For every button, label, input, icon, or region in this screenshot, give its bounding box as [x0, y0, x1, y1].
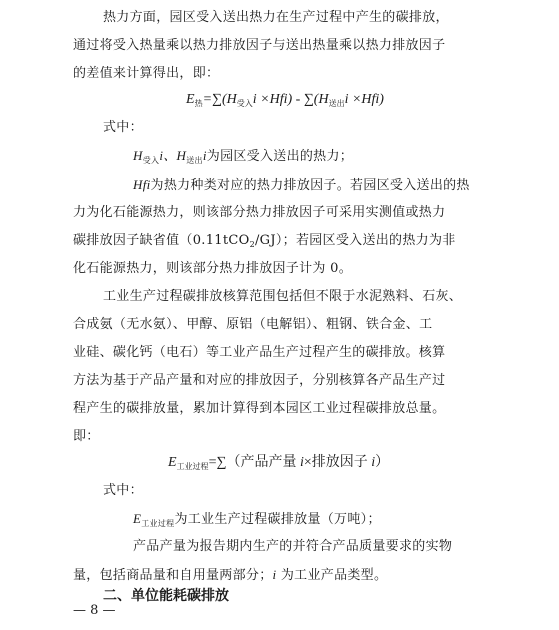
heat-factor-definition-line-3: 碳排放因子缺省值（0.11tCO$_2$/GJ）；若园区受入送出的热力为非: [73, 233, 456, 249]
heat-emission-formula: $E_热=\sum(H_{受入}i \times Hfi) - \sum(H_{送出}i \times Hfi)$: [186, 92, 384, 108]
industry-paragraph-line-5: 程产生的碳排放量，累加计算得到本园区工业过程碳排放总量。: [73, 401, 446, 416]
heat-symbol-definition: $H_{受入}i$、$H_{送出}i$为园区受入送出的热力；: [133, 148, 354, 165]
industry-paragraph-line-6: 即：: [73, 429, 100, 444]
industry-paragraph-line-4: 方法为基于产品产量和对应的排放因子，分别核算各产品生产过: [73, 373, 446, 388]
heat-paragraph-line-1: 热力方面，园区受入送出热力在生产过程中产生的碳排放，: [103, 10, 449, 25]
industry-paragraph-line-1: 工业生产过程碳排放核算范围包括但不限于水泥熟料、石灰、: [103, 289, 463, 304]
product-output-definition-line-1: 产品产量为报告期内生产的并符合产品质量要求的实物: [133, 539, 453, 554]
heat-factor-definition-line-4: 化石能源热力，则该部分热力排放因子计为 0。: [73, 261, 353, 276]
where-label-1: 式中：: [103, 120, 143, 135]
where-label-2: 式中：: [103, 483, 143, 498]
industry-emission-definition: $E_{工业过程}$为工业生产过程碳排放量（万吨）；: [133, 511, 381, 528]
heat-factor-definition-line-1: Hfi为热力种类对应的热力排放因子。若园区受入送出的热: [133, 177, 470, 193]
heat-paragraph-line-3: 的差值来计算得出，即：: [73, 66, 220, 81]
heat-factor-definition-line-2: 力为化石能源热力，则该部分热力排放因子可采用实测值或热力: [73, 205, 446, 220]
industry-paragraph-line-3: 业硅、碳化钙（电石）等工业产品生产过程产生的碳排放。核算: [73, 345, 446, 360]
section-heading: 二、单位能耗碳排放: [103, 588, 229, 604]
industry-paragraph-line-2: 合成氨（无水氨）、甲醇、原铝（电解铝）、粗钢、铁合金、工: [73, 317, 433, 332]
industry-emission-formula: $E_{工业过程}=\sum$（产品产量 i×排放因子 i）: [168, 455, 390, 471]
heat-paragraph-line-2: 通过将受入热量乘以热力排放因子与送出热量乘以热力排放因子: [73, 38, 446, 53]
page-number: — 8 —: [73, 603, 116, 618]
product-output-definition-line-2: 量，包括商品量和自用量两部分；i 为工业产品类型。: [73, 567, 388, 583]
